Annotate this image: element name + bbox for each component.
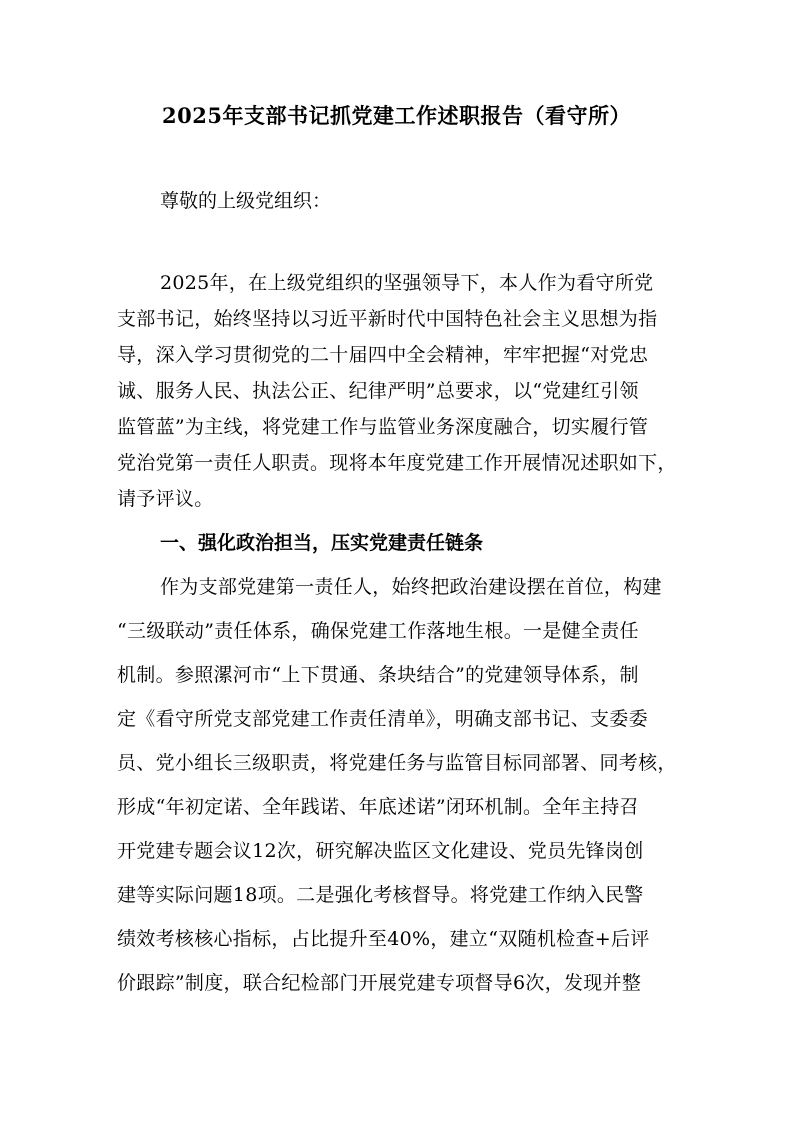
text-line: 支部书记，始终坚持以习近平新时代中国特色社会主义思想为指 [117, 308, 658, 330]
text-line: 诚、服务人民、执法公正、纪律严明”总要求，以“党建红引领 [117, 380, 639, 402]
text-line: “三级联动”责任体系，确保党建工作落地生根。一是健全责任 [117, 620, 639, 642]
text-line: 党治党第一责任人职责。现将本年度党建工作开展情况述职如下， [117, 452, 677, 474]
text-line: 机制。参照漯河市“上下贯通、条块结合”的党建领导体系，制 [117, 664, 639, 686]
document-title: 2025年支部书记抓党建工作述职报告（看守所） [162, 103, 631, 128]
text-line: 定《看守所党支部党建工作责任清单》，明确支部书记、支委委 [117, 708, 648, 730]
text-line: 开党建专题会议12次，研究解决监区文化建设、党员先锋岗创 [117, 840, 644, 862]
text-line: 建等实际问题18项。二是强化考核督导。将党建工作纳入民警 [117, 884, 644, 906]
text-line: 请予评议。 [117, 488, 214, 510]
section-heading: 一、强化政治担当，压实党建责任链条 [160, 532, 484, 554]
salutation: 尊敬的上级党组织： [160, 190, 332, 212]
text-line: 作为支部党建第一责任人，始终把政治建设摆在首位，构建 [160, 576, 662, 598]
text-line: 导，深入学习贯彻党的二十届四中全会精神，牢牢把握“对党忠 [117, 344, 649, 366]
text-line: 监管蓝”为主线，将党建工作与监管业务深度融合，切实履行管 [117, 416, 649, 438]
text-line: 价跟踪”制度，联合纪检部门开展党建专项督导6次，发现并整 [117, 972, 642, 994]
text-line: 形成“年初定诺、全年践诺、年底述诺”闭环机制。全年主持召 [117, 796, 639, 818]
text-line: 员、党小组长三级职责，将党建任务与监管目标同部署、同考核， [117, 752, 677, 774]
text-line: 2025年，在上级党组织的坚强领导下，本人作为看守所党 [160, 272, 654, 294]
text-line: 绩效考核核心指标，占比提升至40%，建立“双随机检查+后评 [117, 928, 650, 950]
